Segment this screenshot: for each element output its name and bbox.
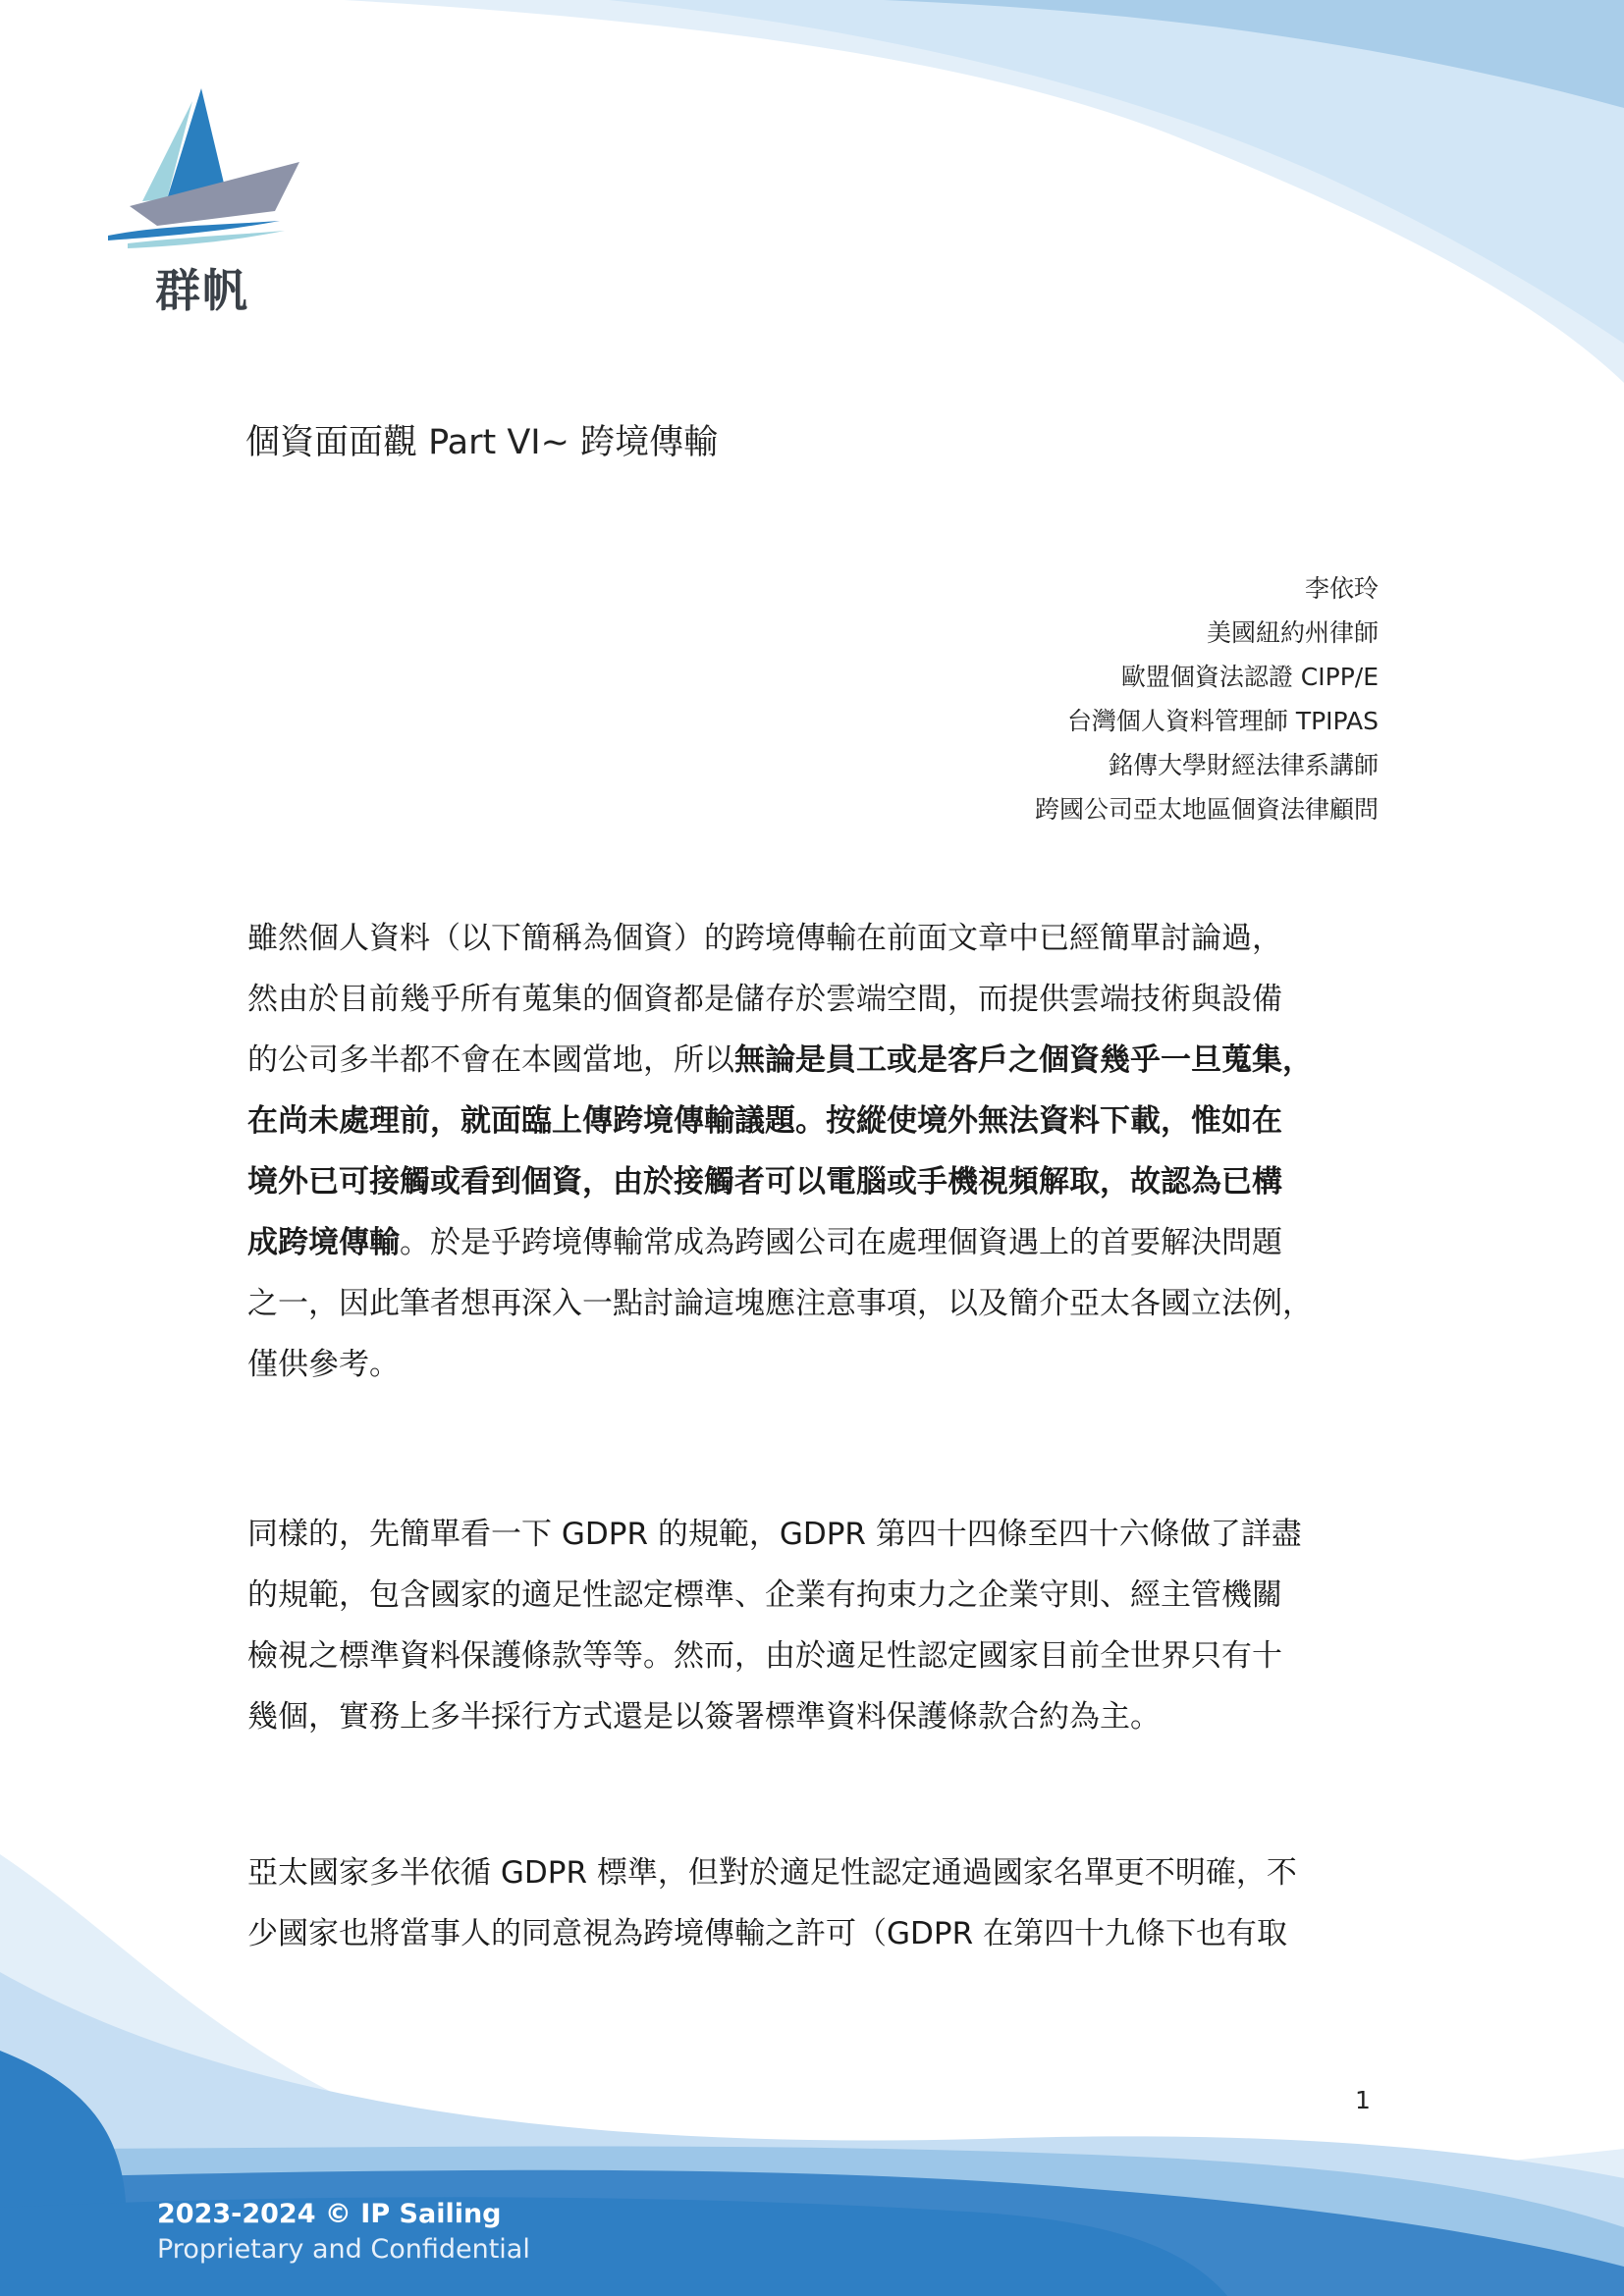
- author-line: 歐盟個資法認證 CIPP/E: [1120, 663, 1379, 691]
- bold-text-run: 在尚未處理前，就面臨上傳跨境傳輸議題。按縱使境外無法資料下載，惟如在: [247, 1103, 1282, 1139]
- sailboat-logo-icon: [98, 83, 304, 250]
- footer: [157, 2197, 530, 2268]
- paragraph-3: [247, 1842, 1386, 1964]
- text-line: 之一，因此筆者想再深入一點討論這塊應注意事項，以及簡介亞太各國立法例，: [247, 1286, 1313, 1321]
- paragraph-1: [247, 908, 1386, 1395]
- footer-confidential: Proprietary and Confidential: [157, 2234, 530, 2265]
- text-line: [247, 1151, 1386, 1212]
- footer-copyright: 2023-2024 © IP Sailing: [157, 2199, 502, 2229]
- text-line: 然由於目前幾乎所有蒐集的個資都是儲存於雲端空間，而提供雲端技術與設備: [247, 982, 1282, 1017]
- text-line: 檢視之標準資料保護條款等等。然而，由於適足性認定國家目前全世界只有十: [247, 1638, 1282, 1674]
- author-line: 銘傳大學財經法律系講師: [1108, 751, 1379, 779]
- author-line: 跨國公司亞太地區個資法律顧問: [1034, 795, 1379, 824]
- text-line: 雖然個人資料（以下簡稱為個資）的跨境傳輸在前面文章中已經簡單討論過，: [247, 921, 1282, 956]
- text-run: 的公司多半都不會在本國當地，所以: [247, 1042, 734, 1078]
- page-number: 1: [1355, 2086, 1371, 2114]
- text-line: 幾個，實務上多半採行方式還是以簽署標準資料保護條款合約為主。: [247, 1699, 1161, 1735]
- brand-logo: [98, 83, 304, 319]
- author-line: 李依玲: [1304, 574, 1379, 603]
- text-line: 的規範，包含國家的適足性認定標準、企業有拘束力之企業守則、經主管機關: [247, 1577, 1282, 1613]
- text-line: 亞太國家多半依循 GDPR 標準，但對於適足性認定通過國家名單更不明確，不: [247, 1855, 1297, 1891]
- brand-name: 群帆: [155, 264, 249, 317]
- bold-text-run: 無論是員工或是客戶之個資幾乎一旦蒐集，: [734, 1042, 1313, 1078]
- document-title: 個資面面觀 Part VI~ 跨境傳輸: [245, 423, 719, 463]
- author-line: 台灣個人資料管理師 TPIPAS: [1066, 707, 1379, 735]
- text-line: [247, 1212, 1386, 1273]
- bold-text-run: 成跨境傳輸: [247, 1225, 400, 1260]
- text-line: 少國家也將當事人的同意視為跨境傳輸之許可（GDPR 在第四十九條下也有取: [247, 1916, 1287, 1951]
- author-block: [691, 566, 1379, 831]
- text-line: [247, 1091, 1386, 1151]
- text-line: [247, 1030, 1386, 1091]
- text-line: 僅供參考。: [247, 1347, 400, 1382]
- text-line: 同樣的，先簡單看一下 GDPR 的規範，GDPR 第四十四條至四十六條做了詳盡: [247, 1517, 1302, 1552]
- paragraph-2: [247, 1504, 1386, 1747]
- text-run: 。於是乎跨境傳輸常成為跨國公司在處理個資遇上的首要解決問題: [400, 1225, 1282, 1260]
- author-line: 美國紐約州律師: [1206, 618, 1379, 647]
- bold-text-run: 境外已可接觸或看到個資，由於接觸者可以電腦或手機視頻解取，故認為已構: [247, 1164, 1282, 1200]
